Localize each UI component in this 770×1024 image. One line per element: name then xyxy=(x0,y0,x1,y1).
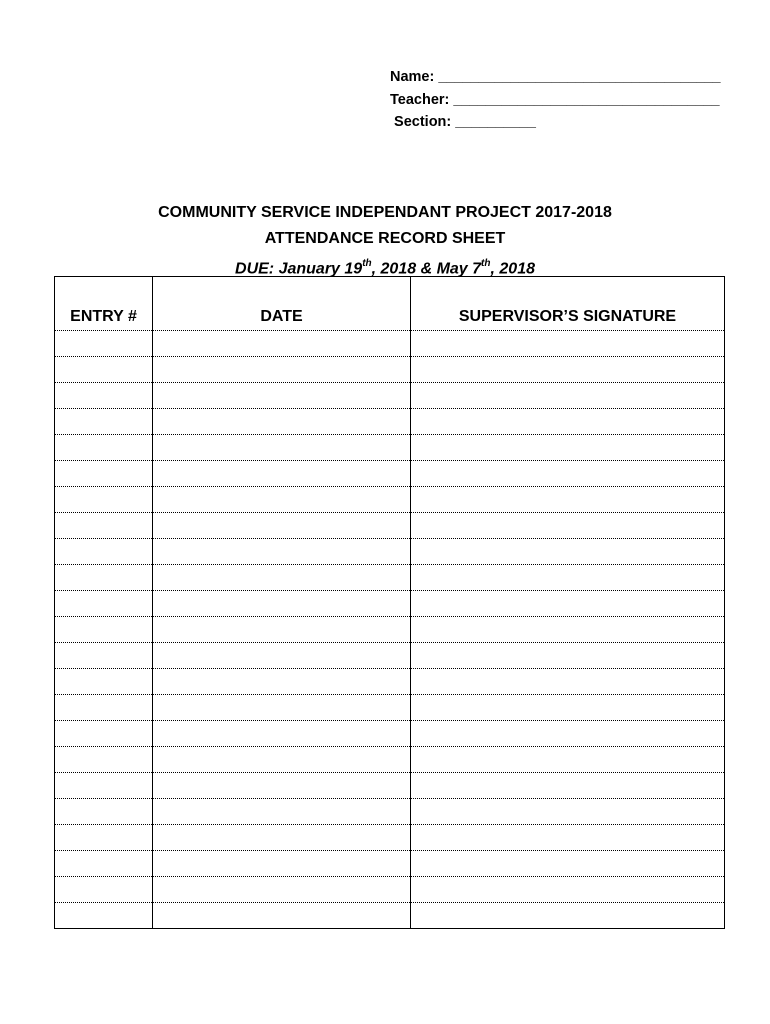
table-row xyxy=(55,643,725,669)
table-row xyxy=(55,565,725,591)
entry-cell[interactable] xyxy=(55,435,153,461)
entry-cell[interactable] xyxy=(55,461,153,487)
date-cell[interactable] xyxy=(153,331,411,357)
entry-cell[interactable] xyxy=(55,903,153,929)
entry-cell[interactable] xyxy=(55,747,153,773)
signature-cell[interactable] xyxy=(411,695,725,721)
date-cell[interactable] xyxy=(153,643,411,669)
table-row xyxy=(55,825,725,851)
table-body xyxy=(55,331,725,929)
entry-cell[interactable] xyxy=(55,851,153,877)
table-row xyxy=(55,695,725,721)
due-mid: , 2018 & May 7 xyxy=(371,260,482,278)
due-prefix: DUE: January 19 xyxy=(235,260,363,278)
date-cell[interactable] xyxy=(153,877,411,903)
attendance-table xyxy=(54,276,725,929)
entry-cell[interactable] xyxy=(55,643,153,669)
entry-cell[interactable] xyxy=(55,825,153,851)
table-row xyxy=(55,799,725,825)
table-row xyxy=(55,591,725,617)
date-cell[interactable] xyxy=(153,617,411,643)
table-row xyxy=(55,357,725,383)
signature-cell[interactable] xyxy=(411,825,725,851)
date-cell[interactable] xyxy=(153,357,411,383)
signature-cell[interactable] xyxy=(411,903,725,929)
signature-cell[interactable] xyxy=(411,383,725,409)
due-ordinal-2: th xyxy=(481,258,491,269)
section-field[interactable] xyxy=(390,111,721,134)
name-label: Name: xyxy=(390,69,435,85)
signature-cell[interactable] xyxy=(411,461,725,487)
table-row xyxy=(55,383,725,409)
signature-cell[interactable] xyxy=(411,591,725,617)
entry-cell[interactable] xyxy=(55,799,153,825)
table-row xyxy=(55,851,725,877)
signature-cell[interactable] xyxy=(411,487,725,513)
signature-column-header: SUPERVISOR’S SIGNATURE xyxy=(411,277,725,331)
table-header-row xyxy=(55,277,725,331)
signature-cell[interactable] xyxy=(411,539,725,565)
table-row xyxy=(55,669,725,695)
due-suffix: , 2018 xyxy=(490,260,535,278)
entry-cell[interactable] xyxy=(55,357,153,383)
date-cell[interactable] xyxy=(153,513,411,539)
signature-cell[interactable] xyxy=(411,357,725,383)
entry-column-header: ENTRY # xyxy=(55,277,153,331)
entry-cell[interactable] xyxy=(55,409,153,435)
signature-cell[interactable] xyxy=(411,435,725,461)
table-row xyxy=(55,513,725,539)
teacher-label: Teacher: xyxy=(390,91,450,108)
due-ordinal-1: th xyxy=(362,258,372,269)
date-cell[interactable] xyxy=(153,903,411,929)
table-row xyxy=(55,539,725,565)
date-cell[interactable] xyxy=(153,565,411,591)
entry-cell[interactable] xyxy=(55,877,153,903)
entry-cell[interactable] xyxy=(55,721,153,747)
table-row xyxy=(55,747,725,773)
table-row xyxy=(55,721,725,747)
entry-cell[interactable] xyxy=(55,539,153,565)
section-blank[interactable]: __________ xyxy=(455,114,536,130)
table-row xyxy=(55,331,725,357)
section-label: Section: xyxy=(394,114,452,130)
date-cell[interactable] xyxy=(153,409,411,435)
signature-cell[interactable] xyxy=(411,721,725,747)
teacher-blank[interactable]: _________________________________ xyxy=(453,91,720,108)
teacher-field[interactable] xyxy=(390,89,721,112)
date-cell[interactable] xyxy=(153,773,411,799)
entry-cell[interactable] xyxy=(55,617,153,643)
entry-cell[interactable] xyxy=(55,695,153,721)
signature-cell[interactable] xyxy=(411,669,725,695)
entry-cell[interactable] xyxy=(55,383,153,409)
signature-cell[interactable] xyxy=(411,513,725,539)
sheet-title: ATTENDANCE RECORD SHEET xyxy=(264,230,506,247)
signature-cell[interactable] xyxy=(411,565,725,591)
date-cell[interactable] xyxy=(153,747,411,773)
date-cell[interactable] xyxy=(153,487,411,513)
entry-cell[interactable] xyxy=(55,773,153,799)
signature-cell[interactable] xyxy=(411,851,725,877)
entry-cell[interactable] xyxy=(55,591,153,617)
date-cell[interactable] xyxy=(153,721,411,747)
entry-cell[interactable] xyxy=(55,513,153,539)
document-title-block xyxy=(0,200,770,282)
project-title: COMMUNITY SERVICE INDEPENDANT PROJECT 2017-2018 xyxy=(158,204,612,221)
name-field[interactable] xyxy=(390,66,721,89)
table-row xyxy=(55,877,725,903)
date-cell[interactable] xyxy=(153,695,411,721)
signature-cell[interactable] xyxy=(411,409,725,435)
table-row xyxy=(55,773,725,799)
date-cell[interactable] xyxy=(153,799,411,825)
entry-cell[interactable] xyxy=(55,565,153,591)
entry-cell[interactable] xyxy=(55,669,153,695)
date-cell[interactable] xyxy=(153,825,411,851)
table-row xyxy=(55,435,725,461)
signature-cell[interactable] xyxy=(411,773,725,799)
date-cell[interactable] xyxy=(153,435,411,461)
table-row xyxy=(55,903,725,929)
signature-cell[interactable] xyxy=(411,643,725,669)
table-row xyxy=(55,487,725,513)
signature-cell[interactable] xyxy=(411,747,725,773)
date-cell[interactable] xyxy=(153,461,411,487)
table-row xyxy=(55,617,725,643)
date-cell[interactable] xyxy=(153,851,411,877)
signature-cell[interactable] xyxy=(411,799,725,825)
entry-cell[interactable] xyxy=(55,487,153,513)
table-row xyxy=(55,409,725,435)
entry-cell[interactable] xyxy=(55,331,153,357)
signature-cell[interactable] xyxy=(411,617,725,643)
table-row xyxy=(55,461,725,487)
date-column-header: DATE xyxy=(153,277,411,331)
signature-cell[interactable] xyxy=(411,877,725,903)
date-cell[interactable] xyxy=(153,669,411,695)
student-info-block xyxy=(390,66,721,134)
date-cell[interactable] xyxy=(153,383,411,409)
signature-cell[interactable] xyxy=(411,331,725,357)
name-blank[interactable]: ___________________________________ xyxy=(438,69,721,85)
date-cell[interactable] xyxy=(153,539,411,565)
date-cell[interactable] xyxy=(153,591,411,617)
